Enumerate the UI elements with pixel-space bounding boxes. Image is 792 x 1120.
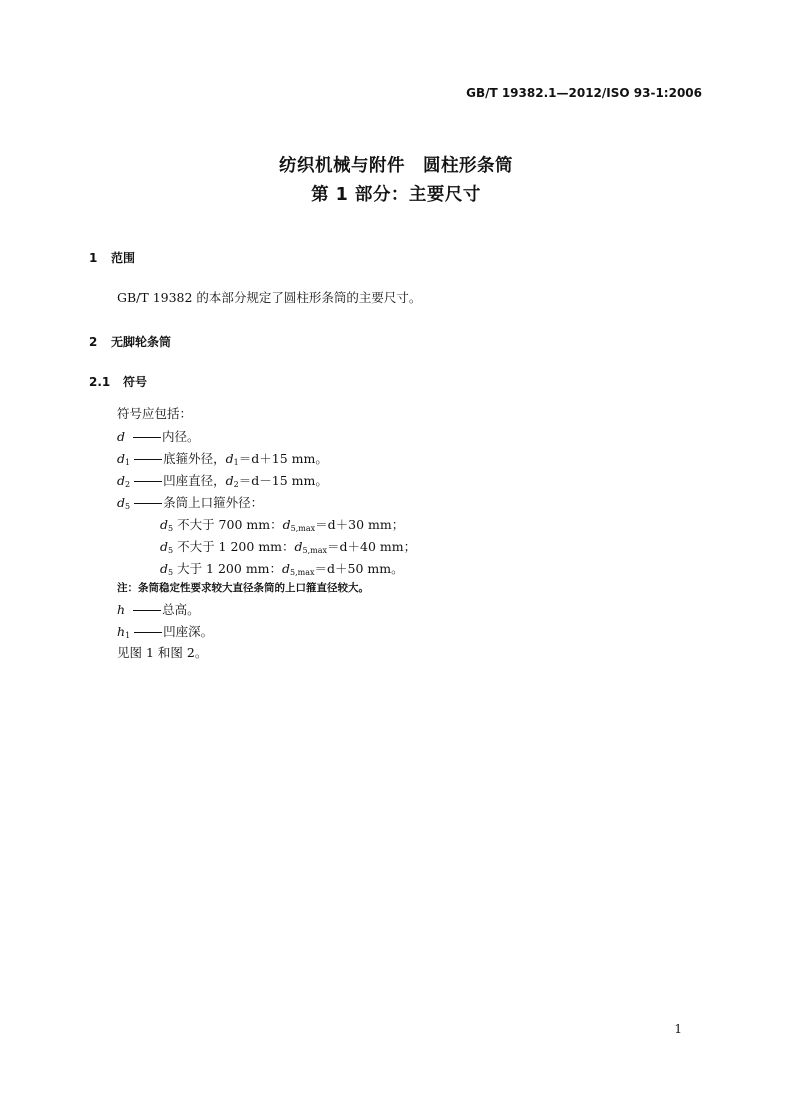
symbol: d	[117, 473, 126, 488]
em-dash	[133, 437, 161, 438]
condition-text: 大于 1 200 mm：	[173, 561, 283, 576]
condition-line-3	[160, 559, 404, 577]
document-title: 纺织机械与附件 圆柱形条筒	[279, 156, 513, 176]
symbol-line-h1	[117, 622, 213, 640]
max-symbol: d	[282, 561, 291, 576]
formula-subscript: 2	[233, 480, 239, 489]
symbol-subscript: 5	[168, 546, 174, 555]
condition-formula: ＝d＋40 mm；	[327, 539, 417, 554]
section-title: 符号	[123, 375, 148, 389]
section-number: 1	[89, 251, 98, 265]
symbol-line-d5	[117, 493, 263, 511]
em-dash	[134, 632, 162, 633]
formula-symbol: d	[225, 451, 234, 466]
condition-formula: ＝d＋30 mm；	[315, 517, 405, 532]
formula: ＝d＋15 mm。	[238, 451, 328, 466]
em-dash	[134, 459, 162, 460]
symbol-description: 凹座深。	[163, 624, 214, 639]
symbol-line-d2	[117, 471, 328, 489]
section-title: 范围	[111, 251, 136, 265]
formula: ＝d－15 mm。	[238, 473, 328, 488]
condition-text: 不大于 700 mm：	[173, 517, 283, 532]
condition-formula: ＝d＋50 mm。	[314, 561, 404, 576]
symbol-description: 条筒上口箍外径：	[163, 495, 264, 510]
section-1-heading	[89, 249, 135, 266]
symbol: d	[160, 561, 169, 576]
figure-reference: 见图 1 和图 2。	[117, 645, 208, 660]
symbol: d	[117, 429, 126, 444]
section-2-1-heading	[89, 373, 147, 390]
max-symbol: d	[294, 539, 303, 554]
symbol-line-d1	[117, 449, 328, 467]
page-number: 1	[674, 1022, 682, 1036]
symbol-line-h	[117, 600, 200, 618]
symbol-description: 内径。	[162, 429, 200, 444]
symbol: d	[160, 539, 169, 554]
symbol: d	[117, 451, 126, 466]
symbol-line-d	[117, 427, 200, 445]
symbol-subscript: 1	[125, 458, 131, 467]
symbol-subscript: 1	[125, 631, 131, 640]
symbol: d	[117, 495, 126, 510]
em-dash	[133, 610, 161, 611]
symbol-subscript: 5	[125, 502, 131, 511]
max-symbol: d	[282, 517, 291, 532]
condition-line-2	[160, 537, 416, 555]
symbols-intro: 符号应包括：	[117, 406, 193, 421]
formula-symbol: d	[225, 473, 234, 488]
standard-number: GB/T 19382.1—2012/ISO 93-1:2006	[466, 86, 702, 100]
symbol-subscript: 2	[125, 480, 131, 489]
max-subscript: 5,max	[290, 568, 315, 577]
document-subtitle: 第 1 部分：主要尺寸	[311, 185, 481, 205]
formula-subscript: 1	[233, 458, 239, 467]
symbol-subscript: 5	[168, 524, 174, 533]
symbol-description: 总高。	[162, 602, 200, 617]
section-number: 2.1	[89, 375, 111, 389]
em-dash	[134, 503, 162, 504]
max-subscript: 5,max	[302, 546, 328, 555]
symbol-description: 底箍外径，	[163, 451, 226, 466]
symbol: h	[117, 624, 126, 639]
section-title: 无脚轮条筒	[111, 335, 172, 349]
condition-line-1	[160, 515, 404, 533]
symbol-description: 凹座直径，	[163, 473, 226, 488]
section-2-heading	[89, 333, 171, 350]
scope-paragraph: GB/T 19382 的本部分规定了圆柱形条筒的主要尺寸。	[117, 290, 422, 305]
symbol: d	[160, 517, 169, 532]
symbol: h	[117, 602, 126, 617]
em-dash	[134, 481, 162, 482]
section-number: 2	[89, 335, 98, 349]
condition-text: 不大于 1 200 mm：	[173, 539, 295, 554]
note: 注：条筒稳定性要求较大直径条筒的上口箍直径较大。	[117, 582, 369, 594]
max-subscript: 5,max	[290, 524, 316, 533]
symbol-subscript: 5	[168, 568, 174, 577]
